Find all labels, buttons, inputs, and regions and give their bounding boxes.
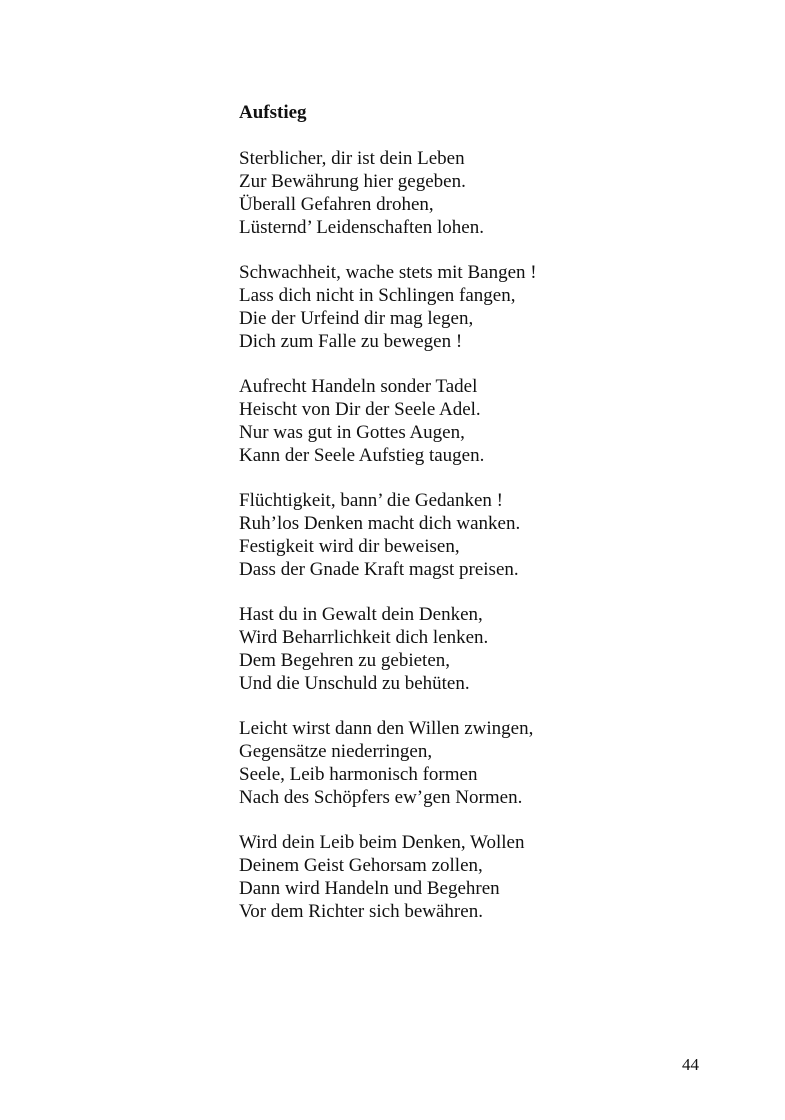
poem-line: Und die Unschuld zu behüten.: [239, 673, 470, 694]
poem-line: Lüsternd’ Leidenschaften lohen.: [239, 217, 484, 238]
poem-line: Seele, Leib harmonisch formen: [239, 764, 478, 785]
poem-line: Kann der Seele Aufstieg taugen.: [239, 445, 485, 466]
page-number: 44: [682, 1055, 699, 1074]
poem-line: Gegensätze niederringen,: [239, 741, 433, 762]
poem-line: Dass der Gnade Kraft magst preisen.: [239, 559, 519, 580]
poem-line: Flüchtigkeit, bann’ die Gedanken !: [239, 490, 503, 511]
poem-line: Dem Begehren zu gebieten,: [239, 650, 451, 671]
poem-line: Festigkeit wird dir beweisen,: [239, 536, 460, 557]
poem-line: Hast du in Gewalt dein Denken,: [239, 604, 483, 625]
stanza-3: [239, 375, 719, 467]
poem-line: Die der Urfeind dir mag legen,: [239, 308, 474, 329]
poem: [239, 101, 719, 945]
poem-line: Aufrecht Handeln sonder Tadel: [239, 376, 478, 397]
stanza-1: [239, 147, 719, 239]
poem-line: Heischt von Dir der Seele Adel.: [239, 399, 481, 420]
stanza-6: [239, 717, 719, 809]
poem-line: Nur was gut in Gottes Augen,: [239, 422, 465, 443]
stanza-5: [239, 603, 719, 695]
poem-line: Dich zum Falle zu bewegen !: [239, 331, 463, 352]
stanza-2: [239, 261, 719, 353]
poem-line: Lass dich nicht in Schlingen fangen,: [239, 285, 516, 306]
poem-line: Deinem Geist Gehorsam zollen,: [239, 855, 483, 876]
poem-line: Überall Gefahren drohen,: [239, 194, 434, 215]
poem-line: Ruh’los Denken macht dich wanken.: [239, 513, 521, 534]
poem-line: Sterblicher, dir ist dein Leben: [239, 148, 465, 169]
stanza-4: [239, 489, 719, 581]
poem-line: Wird Beharrlichkeit dich lenken.: [239, 627, 489, 648]
poem-line: Vor dem Richter sich bewähren.: [239, 901, 483, 922]
poem-line: Zur Bewährung hier gegeben.: [239, 171, 466, 192]
poem-title: Aufstieg: [239, 102, 307, 123]
poem-line: Schwachheit, wache stets mit Bangen !: [239, 262, 537, 283]
stanza-7: [239, 831, 719, 923]
poem-line: Nach des Schöpfers ew’gen Normen.: [239, 787, 523, 808]
poem-line: Dann wird Handeln und Begehren: [239, 878, 500, 899]
poem-line: Wird dein Leib beim Denken, Wollen: [239, 832, 525, 853]
poem-line: Leicht wirst dann den Willen zwingen,: [239, 718, 534, 739]
